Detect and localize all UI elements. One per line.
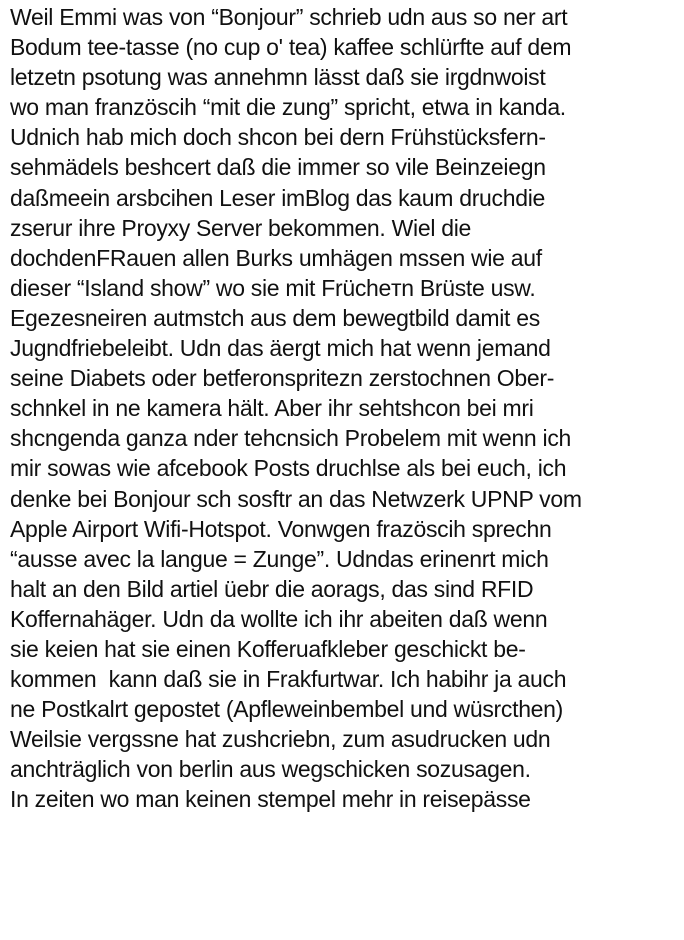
text-line: Apple Airport Wifi-Hotspot. Vonwgen frazöscih sprechn	[10, 515, 552, 542]
text-line: Koffernahäger. Udn da wollte ich ihr abeiten daß wenn	[10, 605, 548, 632]
text-line: sie keien hat sie einen Kofferuafkleber geschickt be-	[10, 635, 526, 662]
text-line: seine Diabets oder betferonspritezn zerstochnen Ober-	[10, 365, 555, 392]
text-line: dochdenFRauen allen Burks umhägen mssen wie auf	[10, 244, 542, 271]
text-line: mir sowas wie afcebook Posts druchlse als bei euch, ich	[10, 455, 567, 482]
text-line: Bodum tee-tasse (no cup o' tea) kaffee schlürfte auf dem	[10, 34, 572, 61]
text-line: daßmeein arsbcihen Leser imBlog das kaum druchdie	[10, 184, 546, 211]
text-line: schnkel in ne kamera hält. Aber ihr sehtshcon bei mri	[10, 395, 534, 422]
text-line: Weil Emmi was von “Bonjour” schrieb udn aus so ner art	[10, 4, 568, 30]
text-line: sehmädels beshcert daß die immer so vile Beinzeiegn	[10, 154, 546, 181]
text-line: dieser “Island show” wo sie mit Frücheтn Brüste usw.	[10, 274, 536, 301]
text-line: kommen kann daß sie in Frakfurtwar. Ich habihr ja auch	[10, 666, 567, 693]
text-line: Udnich hab mich doch shcon bei dern Frühstücksfern-	[10, 124, 546, 151]
text-line: ne Postkalrt gepostet (Apfleweinbembel und wüsrcthen)	[10, 696, 564, 723]
document-body	[10, 2, 680, 815]
text-line: Weilsie vergssne hat zushcriebn, zum asudrucken udn	[10, 726, 551, 753]
text-line: denke bei Bonjour sch sosftr an das Netwzerk UPNP vom	[10, 485, 582, 512]
text-line: zserur ihre Proyxy Server bekommen. Wiel die	[10, 214, 472, 241]
text-line: shcngenda ganza nder tehcnsich Probelem mit wenn ich	[10, 425, 572, 452]
text-line: Jugndfriebeleibt. Udn das äergt mich hat wenn jemand	[10, 335, 551, 362]
text-line: In zeiten wo man keinen stempel mehr in reisepässe	[10, 786, 531, 813]
text-line: halt an den Bild artiel üebr die aorags, das sind RFID	[10, 575, 534, 602]
text-line: letzetn psotung was annehmn lässt daß sie irgdnwoist	[10, 64, 546, 91]
text-line: wo man französcih “mit die zung” spricht, etwa in kanda.	[10, 94, 566, 121]
text-line: anchträglich von berlin aus wegschicken sozusagen.	[10, 756, 531, 783]
text-line: “ausse avec la langue = Zunge”. Udndas erinenrt mich	[10, 545, 549, 572]
text-line: Egezesneiren autmstch aus dem bewegtbild damit es	[10, 304, 540, 331]
